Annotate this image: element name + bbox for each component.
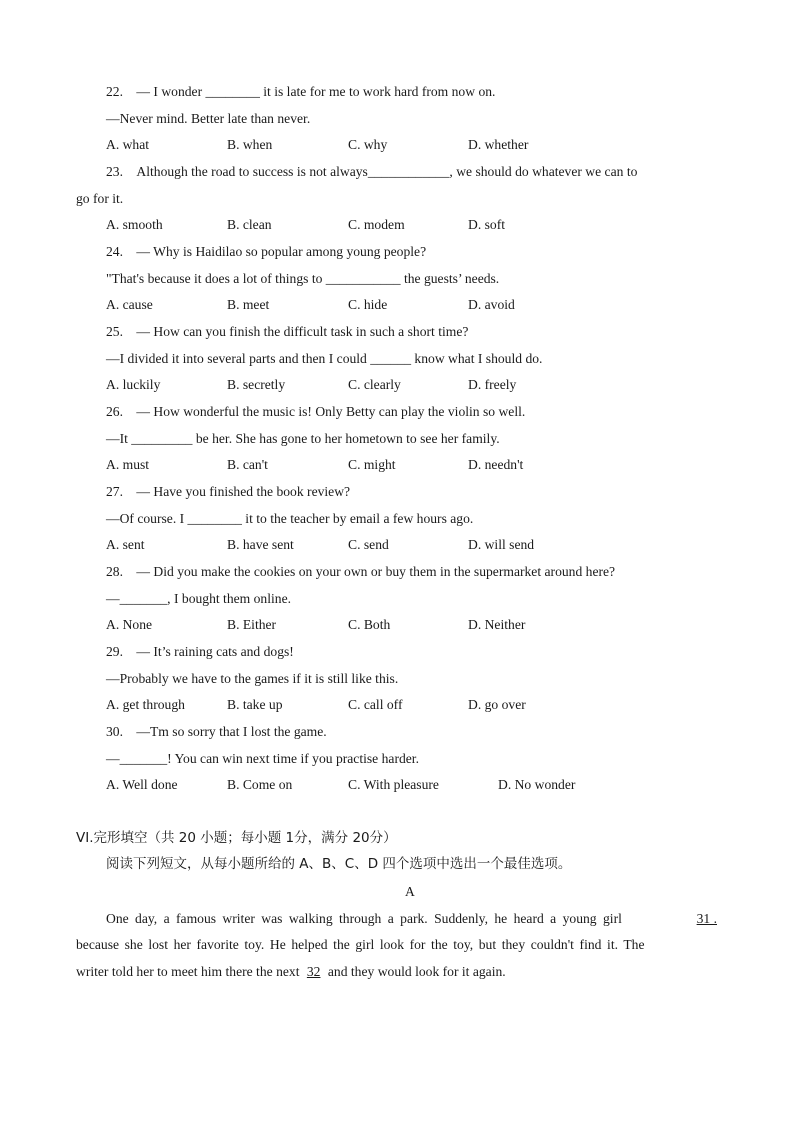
question-27-reply: —Of course. I ________ it to the teacher by email a few hours ago. xyxy=(106,511,474,526)
option-a: A. sent xyxy=(106,537,145,552)
passage-text: writer told her to meet him there the next xyxy=(76,964,300,979)
option-d: D. soft xyxy=(468,217,506,232)
option-d: D. whether xyxy=(468,137,529,152)
question-25-stem xyxy=(106,323,468,341)
passage-line-1 xyxy=(106,910,717,928)
option-a: A. luckily xyxy=(106,377,161,392)
question-23-continuation: go for it. xyxy=(76,191,124,206)
question-number: 23. xyxy=(106,164,123,179)
question-text: — Why is Haidilao so popular among young people? xyxy=(136,244,427,259)
option-d: D. avoid xyxy=(468,297,515,312)
question-text: — It’s raining cats and dogs! xyxy=(136,644,294,659)
passage-line-3 xyxy=(76,963,717,981)
passage-label: A xyxy=(405,884,415,899)
question-number: 24. xyxy=(106,244,123,259)
question-number: 26. xyxy=(106,404,123,419)
option-d: D. freely xyxy=(468,377,517,392)
question-24-stem xyxy=(106,243,426,261)
option-c: C. why xyxy=(348,137,388,152)
question-text: — Have you finished the book review? xyxy=(136,484,351,499)
question-number: 28. xyxy=(106,564,123,579)
question-24-reply: "That's because it does a lot of things to ___________ the guests’ needs. xyxy=(106,271,500,286)
option-c: C. might xyxy=(348,457,396,472)
question-number: 22. xyxy=(106,84,123,99)
question-text: — How wonderful the music is! Only Betty can play the violin so well. xyxy=(136,404,526,419)
blank-32: 32 xyxy=(306,964,321,979)
question-number: 30. xyxy=(106,724,123,739)
option-d: D. will send xyxy=(468,537,535,552)
option-a: A. smooth xyxy=(106,217,163,232)
question-28-reply: —_______, I bought them online. xyxy=(106,591,292,606)
question-27-stem xyxy=(106,483,350,501)
passage-line-2: because she lost her favorite toy. He helped the girl look for the toy, but they couldn't find it. The xyxy=(76,937,645,952)
option-b: B. Either xyxy=(227,617,277,632)
option-a: A. what xyxy=(106,137,150,152)
option-a: A. None xyxy=(106,617,153,632)
question-number: 29. xyxy=(106,644,123,659)
option-a: A. get through xyxy=(106,697,185,712)
blank-31: 31 . xyxy=(696,911,717,926)
question-22-reply: —Never mind. Better late than never. xyxy=(106,111,311,126)
question-number: 27. xyxy=(106,484,123,499)
question-23-stem xyxy=(106,163,637,181)
question-30-reply: —_______! You can win next time if you practise harder. xyxy=(106,751,419,766)
question-number: 25. xyxy=(106,324,123,339)
option-c: C. With pleasure xyxy=(348,777,439,792)
option-d: D. No wonder xyxy=(498,777,576,792)
option-b: B. can't xyxy=(227,457,268,472)
passage-text: and they would look for it again. xyxy=(327,964,506,979)
question-text: —Tm so sorry that I lost the game. xyxy=(136,724,327,739)
option-c: C. call off xyxy=(348,697,403,712)
question-25-reply: —I divided it into several parts and then I could ______ know what I should do. xyxy=(106,351,543,366)
question-26-reply: —It _________ be her. She has gone to her hometown to see her family. xyxy=(106,431,500,446)
option-b: B. meet xyxy=(227,297,270,312)
option-b: B. have sent xyxy=(227,537,294,552)
question-text: — I wonder ________ it is late for me to work hard from now on. xyxy=(136,84,496,99)
question-26-stem xyxy=(106,403,525,421)
section-instruction: 阅读下列短文，从每小题所给的 A、B、C、D 四个选项中选出一个最佳选项。 xyxy=(106,856,572,872)
question-text: — How can you finish the difficult task in such a short time? xyxy=(136,324,469,339)
option-d: D. go over xyxy=(468,697,526,712)
option-b: B. clean xyxy=(227,217,272,232)
question-text: — Did you make the cookies on your own or buy them in the supermarket around here? xyxy=(136,564,616,579)
option-a: A. Well done xyxy=(106,777,178,792)
question-28-stem xyxy=(106,563,615,581)
option-b: B. secretly xyxy=(227,377,286,392)
option-c: C. hide xyxy=(348,297,388,312)
passage-text: One day, a famous writer was walking through a park. Suddenly, he heard a young girl xyxy=(106,911,622,926)
option-d: D. Neither xyxy=(468,617,526,632)
option-d: D. needn't xyxy=(468,457,524,472)
question-29-stem xyxy=(106,643,294,661)
question-text: Although the road to success is not always____________, we should do whatever we can to xyxy=(136,164,638,179)
option-a: A. must xyxy=(106,457,150,472)
option-b: B. when xyxy=(227,137,273,152)
option-c: C. clearly xyxy=(348,377,401,392)
question-29-reply: —Probably we have to the games if it is still like this. xyxy=(106,671,399,686)
option-c: C. send xyxy=(348,537,389,552)
option-c: C. Both xyxy=(348,617,391,632)
section-title: VI.完形填空（共 20 小题；每小题 1分，满分 20分） xyxy=(76,830,397,846)
option-a: A. cause xyxy=(106,297,153,312)
question-22-stem xyxy=(106,83,495,101)
option-b: B. take up xyxy=(227,697,283,712)
option-b: B. Come on xyxy=(227,777,293,792)
option-c: C. modem xyxy=(348,217,405,232)
question-30-stem xyxy=(106,723,327,741)
